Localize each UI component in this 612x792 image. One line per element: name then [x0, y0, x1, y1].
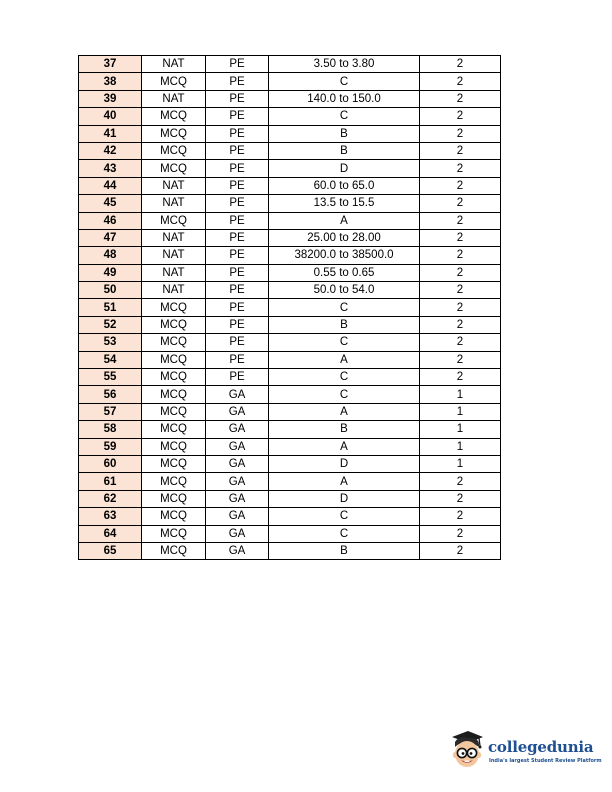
graduate-mascot-icon: [446, 728, 486, 772]
answer-key-cell: D: [269, 490, 420, 507]
marks-cell: 2: [420, 299, 501, 316]
table-row: [79, 142, 501, 159]
answer-key-cell: A: [269, 212, 420, 229]
question-number-cell: 43: [79, 160, 142, 177]
question-type-cell: MCQ: [142, 73, 206, 90]
answer-key-cell: 60.0 to 65.0: [269, 177, 420, 194]
question-number-cell: 38: [79, 73, 142, 90]
logo-wordmark: collegedunia: [488, 738, 594, 756]
table-row: [79, 177, 501, 194]
question-type-cell: MCQ: [142, 299, 206, 316]
section-cell: PE: [206, 316, 269, 333]
question-number-cell: 58: [79, 421, 142, 438]
table-row: [79, 195, 501, 212]
table-row: [79, 508, 501, 525]
marks-cell: 1: [420, 386, 501, 403]
question-number-cell: 63: [79, 508, 142, 525]
question-number-cell: 62: [79, 490, 142, 507]
section-cell: PE: [206, 247, 269, 264]
question-number-cell: 37: [79, 56, 142, 73]
question-number-cell: 50: [79, 282, 142, 299]
answer-key-cell: C: [269, 73, 420, 90]
question-number-cell: 48: [79, 247, 142, 264]
marks-cell: 2: [420, 195, 501, 212]
question-number-cell: 46: [79, 212, 142, 229]
section-cell: GA: [206, 525, 269, 542]
table-row: [79, 334, 501, 351]
marks-cell: 1: [420, 403, 501, 420]
table-row: [79, 351, 501, 368]
table-row: [79, 229, 501, 246]
answer-key-cell: B: [269, 421, 420, 438]
question-type-cell: NAT: [142, 177, 206, 194]
answer-key-cell: B: [269, 542, 420, 559]
collegedunia-logo: [446, 728, 606, 778]
section-cell: PE: [206, 334, 269, 351]
question-type-cell: MCQ: [142, 108, 206, 125]
question-number-cell: 53: [79, 334, 142, 351]
marks-cell: 2: [420, 316, 501, 333]
section-cell: PE: [206, 264, 269, 281]
question-number-cell: 52: [79, 316, 142, 333]
table-row: [79, 369, 501, 386]
marks-cell: 2: [420, 160, 501, 177]
marks-cell: 2: [420, 142, 501, 159]
section-cell: GA: [206, 421, 269, 438]
question-type-cell: NAT: [142, 229, 206, 246]
question-number-cell: 44: [79, 177, 142, 194]
question-number-cell: 54: [79, 351, 142, 368]
table-row: [79, 490, 501, 507]
answer-key-cell: C: [269, 108, 420, 125]
section-cell: PE: [206, 160, 269, 177]
answer-key-cell: 50.0 to 54.0: [269, 282, 420, 299]
marks-cell: 2: [420, 264, 501, 281]
answer-key-cell: C: [269, 334, 420, 351]
section-cell: PE: [206, 56, 269, 73]
section-cell: PE: [206, 125, 269, 142]
marks-cell: 2: [420, 351, 501, 368]
marks-cell: 2: [420, 247, 501, 264]
question-number-cell: 60: [79, 455, 142, 472]
answer-key-cell: 140.0 to 150.0: [269, 90, 420, 107]
section-cell: PE: [206, 369, 269, 386]
marks-cell: 2: [420, 90, 501, 107]
section-cell: PE: [206, 229, 269, 246]
question-type-cell: MCQ: [142, 316, 206, 333]
table-row: [79, 125, 501, 142]
section-cell: PE: [206, 299, 269, 316]
question-type-cell: MCQ: [142, 386, 206, 403]
question-type-cell: MCQ: [142, 142, 206, 159]
section-cell: GA: [206, 386, 269, 403]
question-type-cell: NAT: [142, 282, 206, 299]
question-number-cell: 39: [79, 90, 142, 107]
section-cell: PE: [206, 73, 269, 90]
answer-key-cell: D: [269, 455, 420, 472]
question-type-cell: MCQ: [142, 160, 206, 177]
table-row: [79, 160, 501, 177]
marks-cell: 1: [420, 438, 501, 455]
section-cell: PE: [206, 142, 269, 159]
section-cell: PE: [206, 351, 269, 368]
question-type-cell: NAT: [142, 56, 206, 73]
question-number-cell: 51: [79, 299, 142, 316]
answer-key-cell: C: [269, 299, 420, 316]
question-number-cell: 65: [79, 542, 142, 559]
section-cell: PE: [206, 195, 269, 212]
section-cell: GA: [206, 403, 269, 420]
question-type-cell: MCQ: [142, 403, 206, 420]
question-type-cell: NAT: [142, 195, 206, 212]
question-number-cell: 55: [79, 369, 142, 386]
question-number-cell: 47: [79, 229, 142, 246]
answer-key-cell: A: [269, 351, 420, 368]
question-type-cell: NAT: [142, 247, 206, 264]
section-cell: PE: [206, 282, 269, 299]
question-type-cell: MCQ: [142, 334, 206, 351]
question-type-cell: MCQ: [142, 508, 206, 525]
question-type-cell: MCQ: [142, 542, 206, 559]
table-row: [79, 316, 501, 333]
answer-key-cell: D: [269, 160, 420, 177]
question-number-cell: 61: [79, 473, 142, 490]
section-cell: GA: [206, 473, 269, 490]
section-cell: GA: [206, 438, 269, 455]
marks-cell: 2: [420, 177, 501, 194]
question-type-cell: NAT: [142, 264, 206, 281]
question-type-cell: MCQ: [142, 473, 206, 490]
question-type-cell: NAT: [142, 90, 206, 107]
section-cell: PE: [206, 108, 269, 125]
marks-cell: 2: [420, 525, 501, 542]
marks-cell: 2: [420, 212, 501, 229]
table-row: [79, 525, 501, 542]
section-cell: PE: [206, 90, 269, 107]
table-row: [79, 247, 501, 264]
answer-key-cell: 38200.0 to 38500.0: [269, 247, 420, 264]
marks-cell: 2: [420, 56, 501, 73]
table-row: [79, 403, 501, 420]
table-row: [79, 108, 501, 125]
answer-key-cell: B: [269, 125, 420, 142]
answer-key-cell: C: [269, 508, 420, 525]
answer-key-cell: C: [269, 369, 420, 386]
question-type-cell: MCQ: [142, 369, 206, 386]
marks-cell: 1: [420, 455, 501, 472]
question-number-cell: 59: [79, 438, 142, 455]
section-cell: GA: [206, 455, 269, 472]
marks-cell: 2: [420, 473, 501, 490]
question-number-cell: 40: [79, 108, 142, 125]
section-cell: PE: [206, 177, 269, 194]
question-number-cell: 41: [79, 125, 142, 142]
table-row: [79, 438, 501, 455]
answer-key-cell: 25.00 to 28.00: [269, 229, 420, 246]
question-type-cell: MCQ: [142, 351, 206, 368]
table-row: [79, 421, 501, 438]
marks-cell: 2: [420, 125, 501, 142]
table-row: [79, 73, 501, 90]
marks-cell: 1: [420, 421, 501, 438]
answer-key-cell: 3.50 to 3.80: [269, 56, 420, 73]
question-type-cell: MCQ: [142, 421, 206, 438]
answer-key-cell: C: [269, 525, 420, 542]
section-cell: GA: [206, 490, 269, 507]
question-type-cell: MCQ: [142, 125, 206, 142]
marks-cell: 2: [420, 369, 501, 386]
table-row: [79, 542, 501, 559]
section-cell: GA: [206, 542, 269, 559]
answer-key-table: [78, 55, 501, 560]
table-row: [79, 90, 501, 107]
section-cell: PE: [206, 212, 269, 229]
table-row: [79, 386, 501, 403]
answer-key-cell: A: [269, 403, 420, 420]
marks-cell: 2: [420, 334, 501, 351]
answer-key-cell: B: [269, 142, 420, 159]
marks-cell: 2: [420, 229, 501, 246]
answer-key-cell: 0.55 to 0.65: [269, 264, 420, 281]
table-row: [79, 455, 501, 472]
table-row: [79, 299, 501, 316]
marks-cell: 2: [420, 490, 501, 507]
question-type-cell: MCQ: [142, 438, 206, 455]
table-row: [79, 282, 501, 299]
answer-key-cell: B: [269, 316, 420, 333]
answer-key-cell: C: [269, 386, 420, 403]
question-number-cell: 49: [79, 264, 142, 281]
section-cell: GA: [206, 508, 269, 525]
table-row: [79, 56, 501, 73]
marks-cell: 2: [420, 73, 501, 90]
question-type-cell: MCQ: [142, 525, 206, 542]
marks-cell: 2: [420, 108, 501, 125]
table-row: [79, 212, 501, 229]
question-type-cell: MCQ: [142, 490, 206, 507]
answer-key-cell: A: [269, 473, 420, 490]
answer-key-cell: A: [269, 438, 420, 455]
answer-key-cell: 13.5 to 15.5: [269, 195, 420, 212]
question-type-cell: MCQ: [142, 212, 206, 229]
question-number-cell: 64: [79, 525, 142, 542]
marks-cell: 2: [420, 542, 501, 559]
question-number-cell: 45: [79, 195, 142, 212]
table-row: [79, 473, 501, 490]
question-type-cell: MCQ: [142, 455, 206, 472]
question-number-cell: 56: [79, 386, 142, 403]
answer-key-body: [79, 56, 501, 560]
marks-cell: 2: [420, 282, 501, 299]
logo-tagline: India's largest Student Review Platform: [489, 758, 602, 764]
marks-cell: 2: [420, 508, 501, 525]
question-number-cell: 57: [79, 403, 142, 420]
question-number-cell: 42: [79, 142, 142, 159]
table-row: [79, 264, 501, 281]
